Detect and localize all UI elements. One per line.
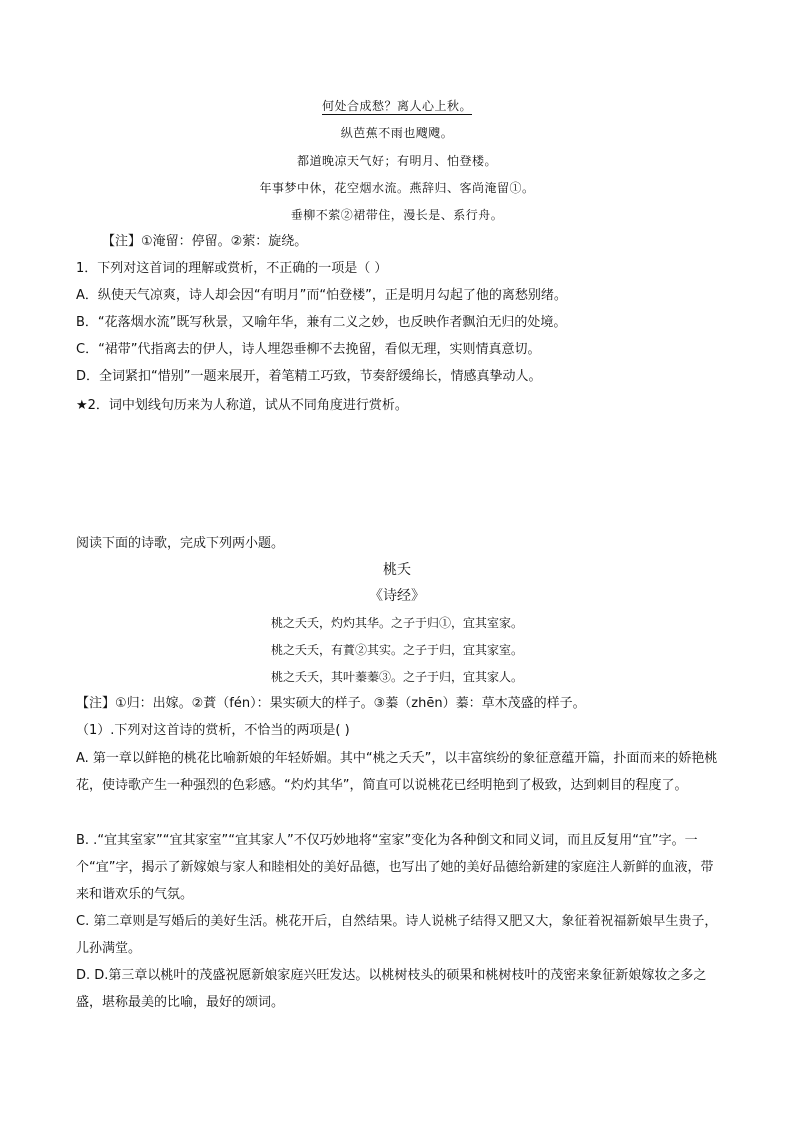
poem1-line-3: 都道晚凉天气好；有明月、怕登楼。 <box>296 154 497 168</box>
poem1-note: 【注】①淹留：停留。②萦：旋绕。 <box>102 234 308 249</box>
poem1-line-1 <box>0 97 794 114</box>
poem1-line-5: 垂柳不萦②裙带住，漫长是、系行舟。 <box>290 208 504 222</box>
poem1-line-2: 纵芭蕉不雨也飕飕。 <box>340 126 454 140</box>
section2-poem-line-2: 桃之夭夭，有蕡②其实。之子于归，宜其家室。 <box>270 643 523 657</box>
section2-option-b: B. .“宜其室家”“宜其家室”“宜其家人”不仅巧妙地将“室家”变化为各种倒文和同义词，而且反复用“宜”字。一个“宜”字，揭示了新嫁娘与家人和睦相处的美好品德，也写出了她的美好品德给新建的家庭注人新鲜的血液，带来和谐欢乐的气氛。 <box>76 833 714 902</box>
q1-option-b: B．“花落烟水流”既写秋景，又喻年华，兼有二义之妙，也反映作者飘泊无归的处境。 <box>76 315 567 330</box>
q1-option-a: A．纵使天气凉爽，诗人却会因“有明月”而“怕登楼”，正是明月勾起了他的离愁别绪。 <box>76 288 567 303</box>
q2-stem: ★2．词中划线句历来为人称道，试从不同角度进行赏析。 <box>76 398 408 413</box>
q1-option-c: C．“裙带”代指离去的伊人，诗人埋怨垂柳不去挽留，看似无理，实则情真意切。 <box>76 342 541 357</box>
section2-note: 【注】①归：出嫁。②蕡（fén）：果实硕大的样子。③蓁（zhēn）蓁：草木茂盛的样子。 <box>76 696 586 711</box>
q1-option-d: D．全词紧扣“惜别”一题来展开，着笔精工巧致，节奏舒缓绵长，情感真挚动人。 <box>76 369 542 384</box>
q1-stem: 1．下列对这首词的理解或赏析，不正确的一项是（ ） <box>76 261 388 276</box>
section2-subquestion: （1）.下列对这首诗的赏析，不恰当的两项是( ) <box>76 723 350 738</box>
poem1-line-4: 年事梦中休，花空烟水流。燕辞归、客尚淹留①。 <box>259 181 535 195</box>
section2-poem-line-1: 桃之夭夭，灼灼其华。之子于归①，宜其室家。 <box>270 616 523 630</box>
section2-option-d: D. D.第三章以桃叶的茂盛祝愿新娘家庭兴旺发达。以桃树枝头的硕果和桃树枝叶的茂密来象征新娘嫁妆之多之盛，堪称最美的比喻，最好的颂词。 <box>76 968 707 1010</box>
poem1-underlined-line: 何处合成愁？离人心上秋。 <box>321 99 472 113</box>
section2-option-a: A. 第一章以鲜艳的桃花比喻新娘的年轻娇媚。其中“桃之夭夭”，以丰富缤纷的象征意蕴开篇，扑面而来的娇艳桃花，使诗歌产生一种强烈的色彩感。“灼灼其华”，简直可以说桃花已经明艳到了极致，达到刺目的程度了。 <box>76 751 718 793</box>
section2-intro: 阅读下面的诗歌，完成下列两小题。 <box>76 536 285 551</box>
section2-source: 《诗经》 <box>369 588 425 604</box>
section2-option-c: C. 第二章则是写婚后的美好生活。桃花开后，自然结果。诗人说桃子结得又肥又大，象征着祝福新娘早生贵子，儿孙满堂。 <box>76 914 718 956</box>
section2-poem-line-3: 桃之夭夭，其叶蓁蓁③。之子于归，宜其家人。 <box>270 670 523 684</box>
section2-title: 桃夭 <box>383 562 411 578</box>
